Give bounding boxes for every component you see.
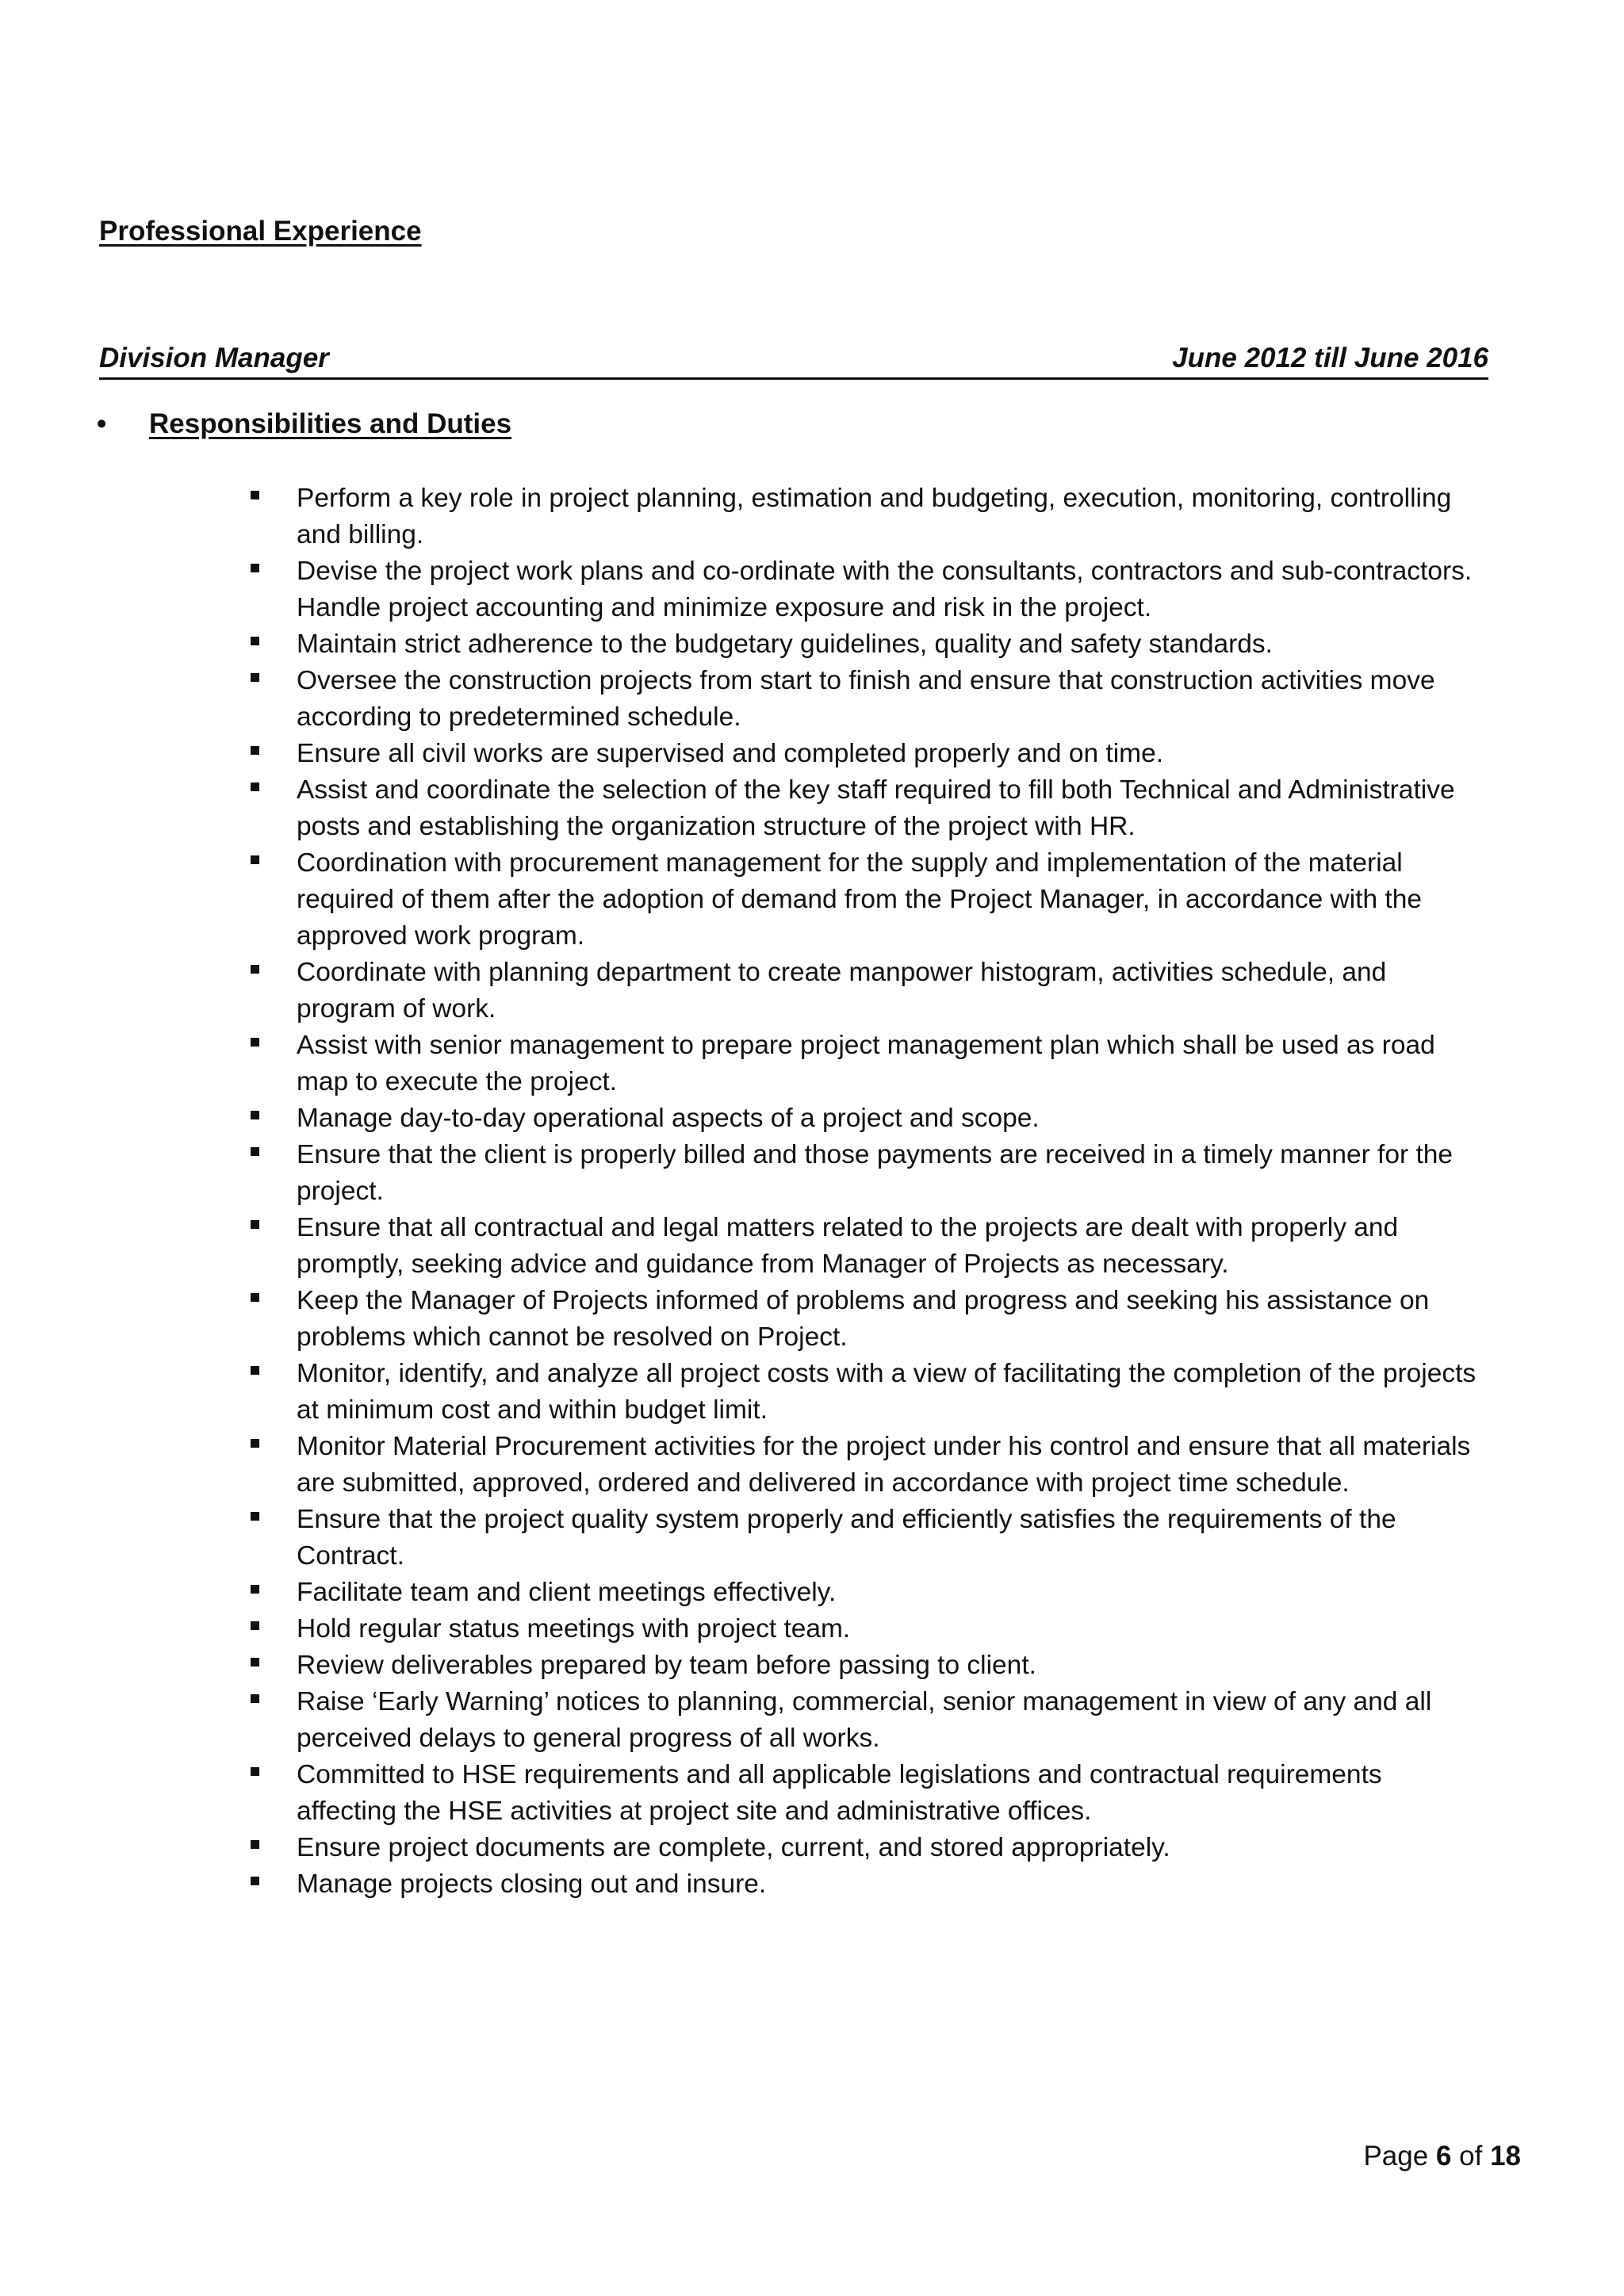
duty-text: Coordinate with planning department to create manpower histogram, activities schedule, and program of work.: [297, 958, 1387, 1024]
square-bullet-icon: [251, 564, 259, 572]
responsibilities-heading: [97, 408, 511, 440]
square-bullet-icon: [251, 1220, 259, 1229]
duty-text: Hold regular status meetings with project team.: [297, 1614, 851, 1644]
duty-text: Ensure that all contractual and legal matters related to the projects are dealt with properly and promptly, seeking advice and guidance from Manager of Projects as necessary.: [297, 1213, 1399, 1279]
square-bullet-icon: [251, 491, 259, 499]
square-bullet-icon: [251, 1694, 259, 1703]
duty-text: Committed to HSE requirements and all applicable legislations and contractual requirements affecting the HSE activities at project site and administrative offices.: [297, 1760, 1382, 1826]
page-label: Page: [1363, 2141, 1429, 2172]
page-of-label: of: [1459, 2141, 1483, 2172]
square-bullet-icon: [251, 965, 259, 974]
section-title: Professional Experience: [99, 216, 422, 247]
job-dates: June 2012 till June 2016: [1172, 342, 1488, 373]
page-total: 18: [1490, 2141, 1521, 2172]
page-current: 6: [1435, 2141, 1452, 2172]
duty-text: Maintain strict adherence to the budgetary guidelines, quality and safety standards.: [297, 629, 1273, 659]
duty-text: Ensure that the client is properly billed and those payments are received in a timely manner for the project.: [297, 1140, 1454, 1206]
square-bullet-icon: [251, 1038, 259, 1047]
duty-text: Ensure all civil works are supervised and completed properly and on time.: [297, 739, 1164, 768]
square-bullet-icon: [251, 1512, 259, 1521]
responsibilities-heading-label: Responsibilities and Duties: [149, 408, 512, 439]
square-bullet-icon: [251, 1147, 259, 1156]
square-bullet-icon: [251, 1840, 259, 1849]
square-bullet-icon: [251, 1366, 259, 1375]
duty-text: Ensure project documents are complete, current, and stored appropriately.: [297, 1833, 1170, 1862]
square-bullet-icon: [251, 637, 259, 645]
page-footer: [1363, 2141, 1521, 2172]
square-bullet-icon: [251, 855, 259, 864]
square-bullet-icon: [251, 783, 259, 791]
square-bullet-icon: [251, 1293, 259, 1302]
job-header: [99, 342, 1488, 380]
duty-text: Assist and coordinate the selection of the key staff required to fill both Technical and Administrative posts and establishing the organization structure of the project with HR.: [297, 775, 1455, 841]
duty-text: Ensure that the project quality system properly and efficiently satisfies the requirements of the Contract.: [297, 1505, 1396, 1571]
square-bullet-icon: [251, 1111, 259, 1119]
square-bullet-icon: [251, 1585, 259, 1594]
duty-text: Review deliverables prepared by team before passing to client.: [297, 1651, 1036, 1680]
duty-text: Raise ‘Early Warning’ notices to planning, commercial, senior management in view of any and all perceived delays to general progress of all works.: [297, 1687, 1432, 1753]
duty-text: Oversee the construction projects from start to finish and ensure that construction activities move according to predetermined schedule.: [297, 666, 1435, 732]
duty-text: Manage day-to-day operational aspects of a project and scope.: [297, 1104, 1040, 1133]
bullet-icon: •: [97, 408, 107, 439]
square-bullet-icon: [251, 1658, 259, 1667]
square-bullet-icon: [251, 673, 259, 682]
duty-text: Devise the project work plans and co-ordinate with the consultants, contractors and sub-contractors. Handle project accounting and minimize exposure and risk in the project.: [297, 557, 1473, 622]
duty-text: Keep the Manager of Projects informed of problems and progress and seeking his assistance on problems which cannot be resolved on Project.: [297, 1286, 1430, 1352]
square-bullet-icon: [251, 1621, 259, 1630]
duty-text: Coordination with procurement management for the supply and implementation of the material required of them after the adoption of demand from the Project Manager, in accordance with the approved work program.: [297, 848, 1422, 951]
duty-text: Manage projects closing out and insure.: [297, 1869, 767, 1899]
square-bullet-icon: [251, 1439, 259, 1448]
square-bullet-icon: [251, 1877, 259, 1885]
duty-text: Perform a key role in project planning, estimation and budgeting, execution, monitoring, controlling and billing.: [297, 484, 1452, 549]
square-bullet-icon: [251, 746, 259, 755]
square-bullet-icon: [251, 1767, 259, 1776]
duty-text: Facilitate team and client meetings effectively.: [297, 1578, 837, 1607]
duty-text: Monitor Material Procurement activities for the project under his control and ensure that all materials are submitted, approved, ordered and delivered in accordance with project time schedule.: [297, 1432, 1471, 1498]
duty-text: Monitor, identify, and analyze all project costs with a view of facilitating the completion of the projects at minimum cost and within budget limit.: [297, 1359, 1477, 1425]
job-title: Division Manager: [99, 342, 329, 373]
duty-text: Assist with senior management to prepare project management plan which shall be used as road map to execute the project.: [297, 1031, 1435, 1096]
